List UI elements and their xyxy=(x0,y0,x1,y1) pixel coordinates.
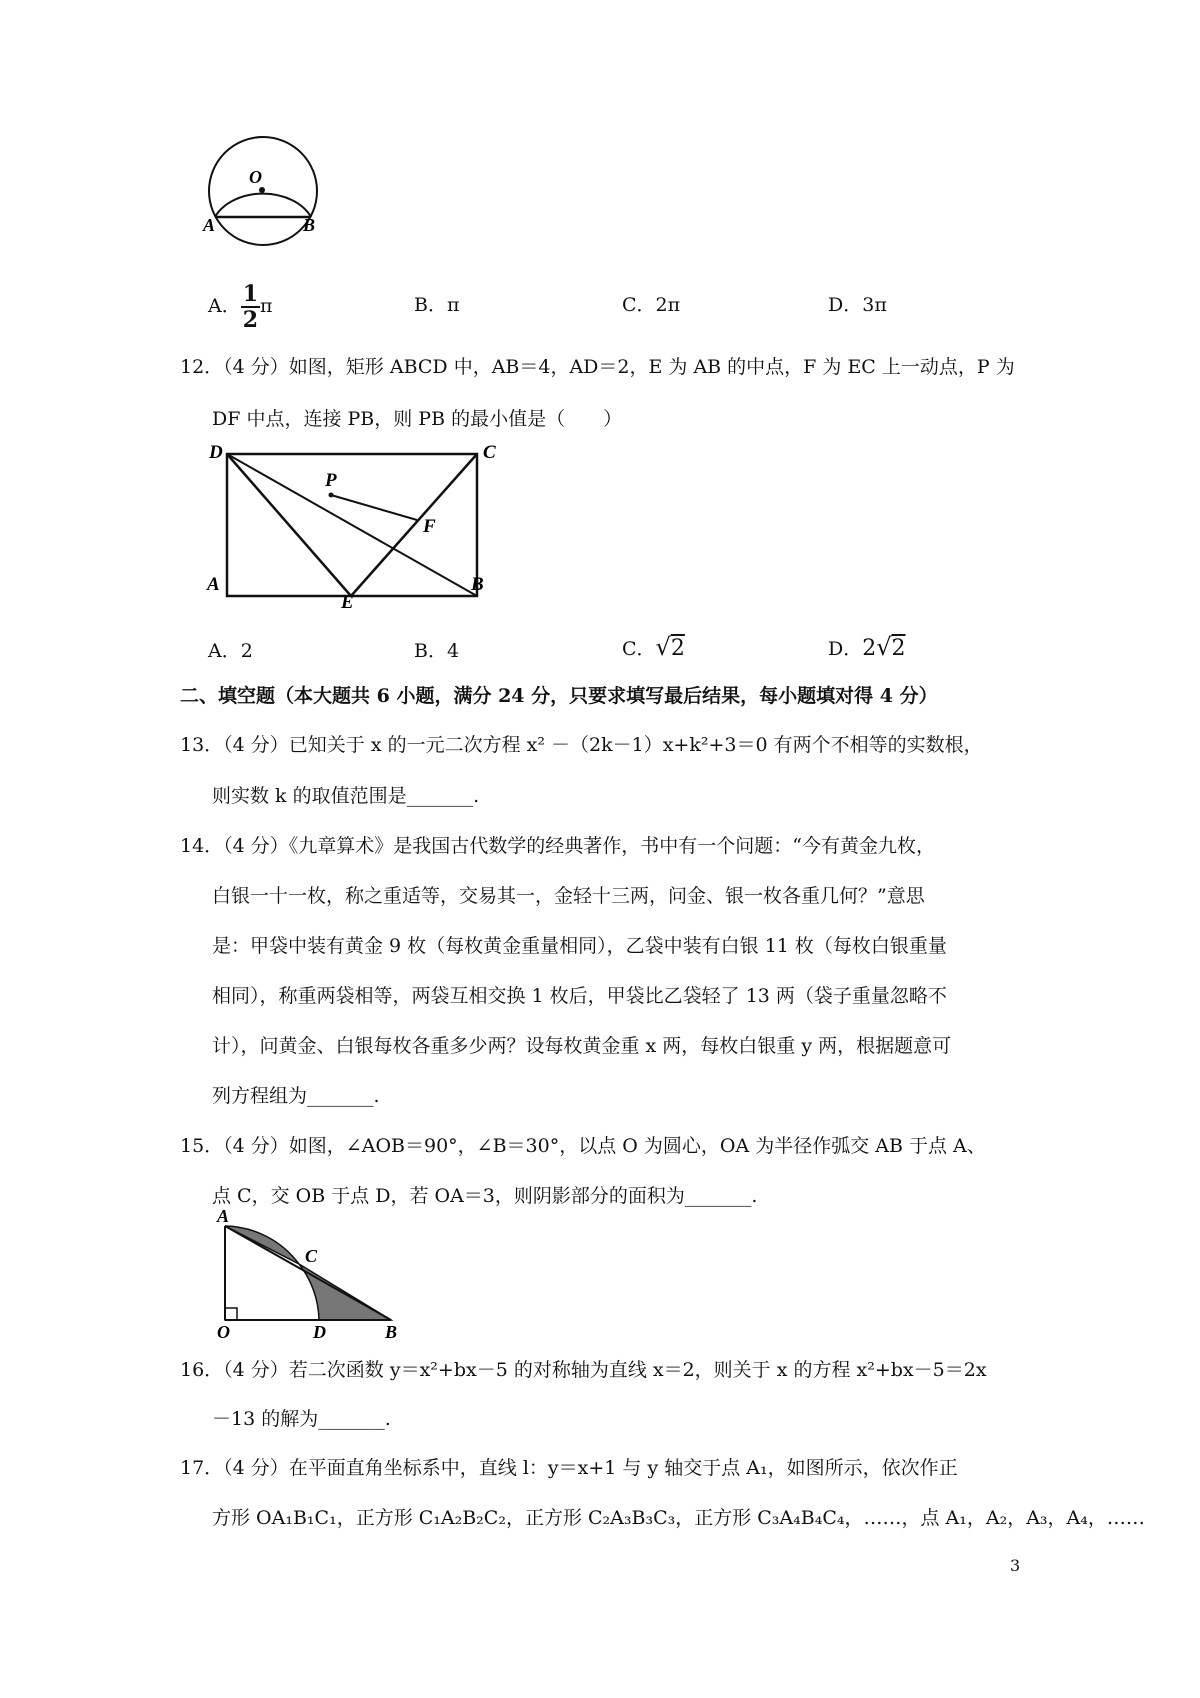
q17-line-1: 17．（4 分）在平面直角坐标系中，直线 l：y＝x+1 与 y 轴交于点 A₁，如图所示，依次作正 xyxy=(180,1457,958,1479)
q15-line-2: 点 C，交 OB 于点 D，若 OA＝3，则阴影部分的面积为_______. xyxy=(212,1185,758,1207)
q12-option-c-radicand: 2 xyxy=(670,636,685,661)
q11-option-b-text: π xyxy=(446,294,460,316)
fig15-label-c: C xyxy=(305,1246,318,1266)
fig12-label-a: A xyxy=(207,574,220,595)
fig11-label-a: A xyxy=(203,215,216,235)
q11-option-a xyxy=(208,282,273,332)
q11-option-c xyxy=(622,292,680,318)
q12-option-d-radicand: 2 xyxy=(891,636,906,661)
q12-option-a xyxy=(208,638,253,664)
q15-line-1: 15．（4 分）如图，∠AOB＝90°，∠B＝30°，以点 O 为圆心，OA 为半径作弧交 AB 于点 A、 xyxy=(180,1135,986,1157)
q14-line-2: 白银一十一枚，称之重适等，交易其一，金轻十三两，问金、银一枚各重几何？”意思 xyxy=(212,885,925,907)
q11-option-a-suffix: π xyxy=(260,295,273,317)
fig11-label-o: O xyxy=(249,167,262,187)
q16-line-1: 16．（4 分）若二次函数 y＝x²+bx－5 的对称轴为直线 x＝2，则关于 x 的方程 x²+bx－5＝2x xyxy=(180,1359,987,1381)
sqrt-symbol: √ xyxy=(876,633,892,661)
q14-line-4: 相同），称重两袋相等，两袋互相交换 1 枚后，甲袋比乙袋轻了 13 两（袋子重量忽略不 xyxy=(212,985,947,1007)
q12-option-b xyxy=(414,638,459,664)
q11-option-b-letter: B． xyxy=(414,294,447,316)
q11-option-d-letter: D． xyxy=(828,294,863,316)
q11-option-d xyxy=(828,292,887,318)
q12-option-c-letter: C． xyxy=(622,638,656,660)
q14-line-3: 是：甲袋中装有黄金 9 枚（每枚黄金重量相同），乙袋中装有白银 11 枚（每枚白银重量 xyxy=(212,935,947,957)
q12-line-2: DF 中点，连接 PB，则 PB 的最小值是（ ） xyxy=(212,408,623,430)
q11-option-c-letter: C． xyxy=(622,294,656,316)
q12-option-a-text: 2 xyxy=(240,640,253,662)
fig15-label-d: D xyxy=(313,1322,326,1342)
q12-option-a-letter: A． xyxy=(208,640,241,662)
q13-line-1: 13．（4 分）已知关于 x 的一元二次方程 x² －（2k－1）x+k²+3＝0 有两个不相等的实数根， xyxy=(180,734,983,756)
q12-option-d-letter: D． xyxy=(828,638,863,660)
fig15-label-o: O xyxy=(217,1322,230,1342)
q12-option-c xyxy=(622,634,685,662)
q13-line-2: 则实数 k 的取值范围是_______. xyxy=(212,785,480,807)
q11-option-a-letter: A． xyxy=(208,295,241,317)
fig15-label-b: B xyxy=(385,1322,398,1342)
figure-q12 xyxy=(205,440,505,613)
section-heading: 二、填空题（本大题共 6 小题，满分 24 分，只要求填写最后结果，每小题填对得 4 分） xyxy=(180,685,938,707)
q12-line-1: 12．（4 分）如图，矩形 ABCD 中，AB＝4，AD＝2，E 为 AB 的中点，F 为 EC 上一动点，P 为 xyxy=(180,356,1015,378)
q14-line-1: 14．（4 分）《九章算术》是我国古代数学的经典著作，书中有一个问题：“今有黄金九枚， xyxy=(180,835,936,857)
q11-option-a-num: 1 xyxy=(242,281,259,307)
page-number: 3 xyxy=(1010,1556,1021,1575)
q14-line-6: 列方程组为_______. xyxy=(212,1085,380,1107)
figure-q11 xyxy=(205,135,335,255)
q12-option-d-coef: 2 xyxy=(862,636,877,661)
fig12-label-p: P xyxy=(325,470,337,491)
q12-option-d xyxy=(828,634,906,662)
fig12-label-e: E xyxy=(341,592,354,613)
fig12-label-c: C xyxy=(483,442,496,463)
fig12-label-b: B xyxy=(471,574,484,595)
q11-option-a-fraction xyxy=(241,282,260,332)
fig15-label-a: A xyxy=(217,1206,230,1226)
fig12-label-f: F xyxy=(423,516,436,537)
sqrt-symbol: √ xyxy=(655,633,671,661)
q11-option-a-den: 2 xyxy=(242,307,259,333)
q11-option-c-text: 2π xyxy=(655,294,681,316)
fig12-label-d: D xyxy=(209,442,223,463)
q16-line-2: －13 的解为_______. xyxy=(212,1408,391,1430)
q14-line-5: 计），问黄金、白银每枚各重多少两？设每枚黄金重 x 两，每枚白银重 y 两，根据题意可 xyxy=(212,1035,952,1057)
q12-option-b-letter: B． xyxy=(414,640,447,662)
q12-option-b-text: 4 xyxy=(446,640,460,662)
q17-line-2: 方形 OA₁B₁C₁，正方形 C₁A₂B₂C₂，正方形 C₂A₃B₃C₃，正方形 C₃A₄B₄C₄，……，点 A₁，A₂，A₃，A₄，…… xyxy=(212,1507,1145,1529)
q11-option-d-text: 3π xyxy=(862,294,887,316)
q11-option-b xyxy=(414,292,459,318)
figure-q15 xyxy=(205,1206,415,1342)
fig11-label-b: B xyxy=(303,215,316,235)
